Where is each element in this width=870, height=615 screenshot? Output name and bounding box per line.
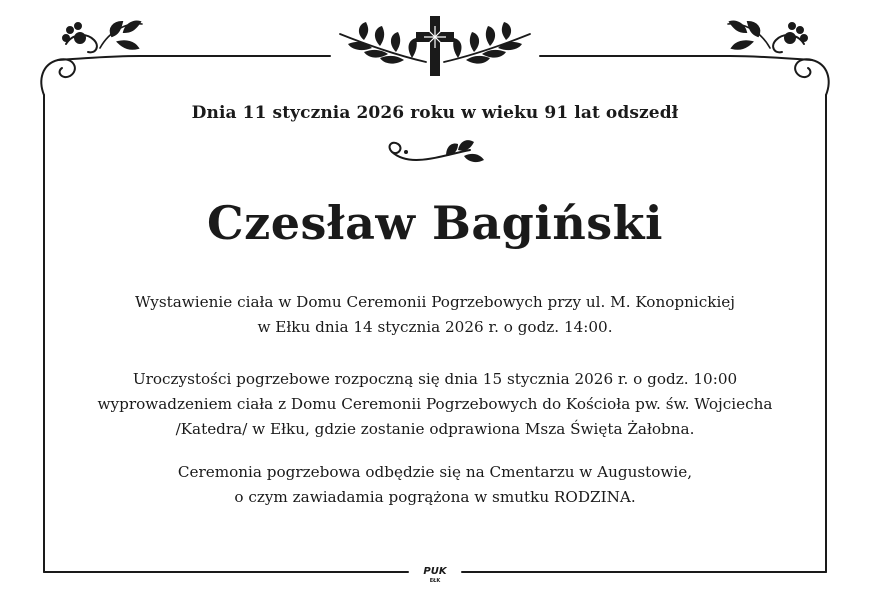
paragraph-line: o czym zawiadamia pogrążona w smutku RODZINA. [234,488,636,506]
puk-elk-logo [423,566,447,584]
logo-main-text: PUK [423,566,447,577]
burial-paragraph [60,460,810,510]
cross-with-olive-branches-icon [340,16,530,76]
deceased-name: Czesław Bagiński [206,196,664,250]
paragraph-line: Uroczystości pogrzebowe rozpoczną się dnia 15 stycznia 2026 r. o godz. 10:00 [132,370,738,388]
floral-scroll-icon [41,21,142,95]
paragraph-line: wyprowadzeniem ciała z Domu Ceremonii Pogrzebowych do Kościoła pw. św. Wojciecha [97,395,773,413]
funeral-paragraph [60,367,810,442]
paragraph-line: Wystawienie ciała w Domu Ceremonii Pogrzebowych przy ul. M. Konopnickiej [134,293,736,311]
viewing-paragraph [60,290,810,340]
logo-sub-text: EŁK [429,578,441,584]
paragraph-line: /Katedra/ w Ełku, gdzie zostanie odprawiona Msza Święta Żałobna. [175,420,695,438]
paragraph-line: Ceremonia pogrzebowa odbędzie się na Cmentarzu w Augustowie, [177,463,693,481]
paragraph-line: w Ełku dnia 14 stycznia 2026 r. o godz. 14:00. [257,318,613,336]
vine-ornament-icon [390,140,484,162]
floral-scroll-icon [728,21,829,95]
intro-line: Dnia 11 stycznia 2026 roku w wieku 91 lat odszedł [191,103,679,123]
